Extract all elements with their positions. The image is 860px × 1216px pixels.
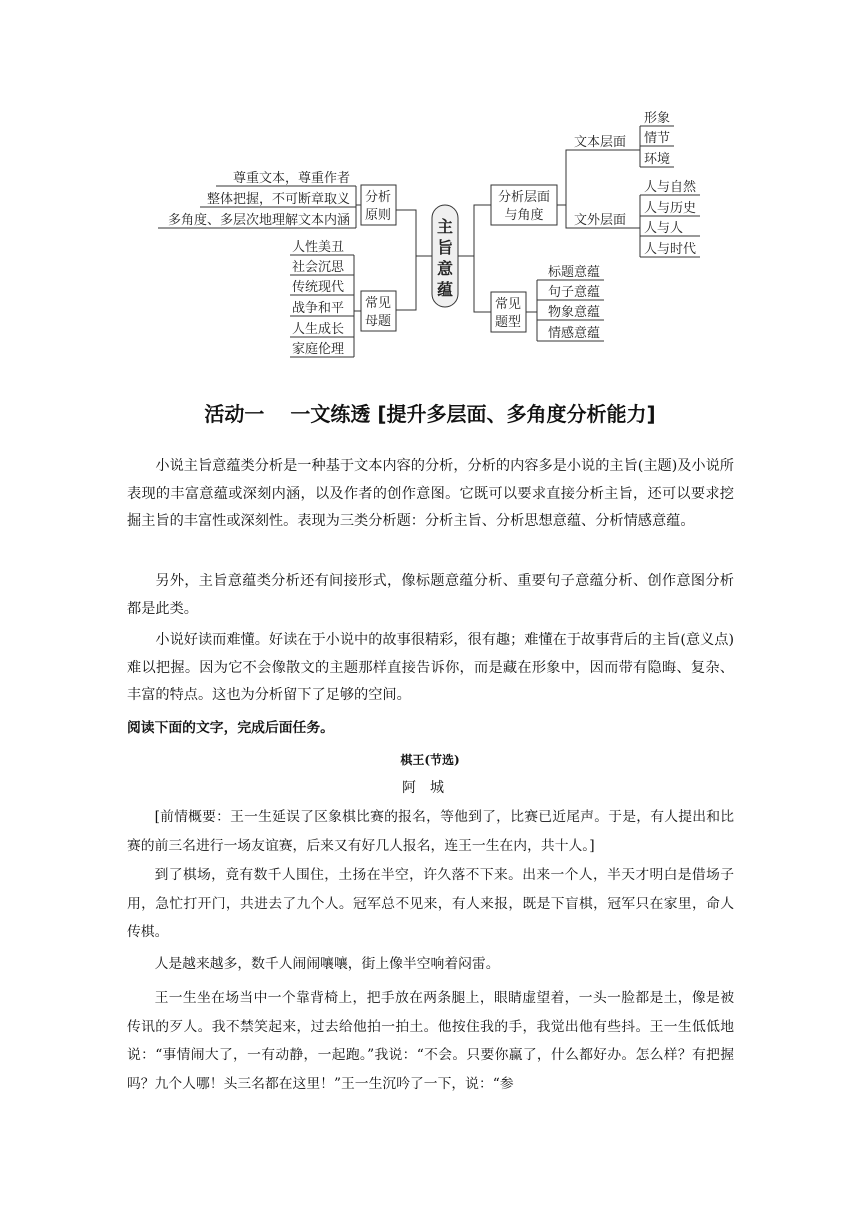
mind-map-center-char: 主 <box>436 217 454 236</box>
branch-item: 情节 <box>644 131 671 146</box>
sub-branch-label: 文外层面 <box>574 213 627 228</box>
instruction: 阅读下面的文字，完成后面任务。 <box>127 720 334 736</box>
story-paragraph: [前情概要：王一生延误了区象棋比赛的报名，等他到了，比赛已近尾声。于是，有人提出和比赛的前三名进行一场友谊赛，后来又有好几人报名，连王一生在内，共十人。] <box>127 809 734 854</box>
branch-item: 形象 <box>644 111 671 126</box>
mind-map-center-char: 意 <box>436 259 454 278</box>
branch-label: 分析层面 <box>497 190 551 205</box>
branch-item: 人性美丑 <box>292 240 345 255</box>
mind-map-center-char: 蕴 <box>436 280 454 299</box>
branch-label: 常见 <box>364 296 392 311</box>
branch-item: 人与自然 <box>644 180 697 195</box>
section-heading-text: 一文练透 [提升多层面、多角度分析能力] <box>290 402 656 426</box>
branch-item: 环境 <box>644 152 671 167</box>
branch-label: 与角度 <box>504 208 544 223</box>
story-title: 棋王(节选) <box>400 753 460 767</box>
branch-item: 战争和平 <box>292 301 345 316</box>
branch-item: 人与时代 <box>644 242 697 257</box>
branch-item: 家庭伦理 <box>292 342 345 357</box>
intro-paragraph: 小说好读而难懂。好读在于小说中的故事很精彩，很有趣；难懂在于故事背后的主旨(意义点)难以把握。因为它不会像散文的主题那样直接告诉你，而是藏在形象中，因而带有隐晦、复杂、丰富的特点。这也为分析留下了足够的空间。 <box>127 632 734 703</box>
branch-item: 传统现代 <box>292 280 345 295</box>
branch-item: 情感意蕴 <box>548 326 601 341</box>
section-heading <box>0 398 860 427</box>
branch-item: 标题意蕴 <box>548 265 601 280</box>
story-author: 阿城 <box>402 780 458 796</box>
branch-label: 题型 <box>494 315 522 330</box>
branch-item: 物象意蕴 <box>548 305 601 320</box>
branch-label: 常见 <box>494 297 522 312</box>
story-paragraph: 到了棋场，竟有数千人围住，土扬在半空，许久落不下来。出来一个人，半天才明白是借场子用，急忙打开门，共进去了九个人。冠军总不见来，有人来报，既是下盲棋，冠军只在家里，命人传棋。 <box>127 867 734 940</box>
branch-item: 多角度、多层次地理解文本内涵 <box>167 213 350 228</box>
branch-label: 分析 <box>364 190 392 205</box>
section-heading-label: 活动一 <box>204 402 265 426</box>
branch-item: 人生成长 <box>292 322 345 337</box>
story-paragraph: 人是越来越多，数千人闹闹嚷嚷，街上像半空响着闷雷。 <box>154 956 500 972</box>
branch-item: 句子意蕴 <box>548 285 601 300</box>
branch-item: 人与人 <box>644 221 684 236</box>
intro-paragraph: 小说主旨意蕴类分析是一种基于文本内容的分析，分析的内容多是小说的主旨(主题)及小说所表现的丰富意蕴或深刻内涵，以及作者的创作意图。它既可以要求直接分析主旨，还可以要求挖掘主旨的丰富性或深刻性。表现为三类分析题：分析主旨、分析思想意蕴、分析情感意蕴。 <box>127 458 734 529</box>
branch-item: 社会沉思 <box>292 260 345 275</box>
intro-paragraph: 另外，主旨意蕴类分析还有间接形式，像标题意蕴分析、重要句子意蕴分析、创作意图分析都是此类。 <box>127 573 734 617</box>
branch-label: 母题 <box>364 314 392 329</box>
branch-item: 尊重文本，尊重作者 <box>232 171 350 186</box>
mind-map-center-char: 旨 <box>436 238 454 257</box>
mind-map <box>0 0 860 370</box>
story-paragraph: 王一生坐在场当中一个靠背椅上，把手放在两条腿上，眼睛虚望着，一头一脸都是土，像是被传讯的歹人。我不禁笑起来，过去给他拍一拍土。他按住我的手，我觉出他有些抖。王一生低低地说：“事情闹大了，一有动静，一起跑。”我说：“不会。只要你赢了，什么都好办。怎么样？有把握吗？九个人哪！头三名都在这里！”王一生沉吟了一下，说：“参 <box>127 990 734 1092</box>
branch-item: 人与历史 <box>644 201 697 216</box>
branch-label: 原则 <box>364 208 392 223</box>
branch-item: 整体把握，不可断章取义 <box>206 192 350 207</box>
sub-branch-label: 文本层面 <box>574 135 627 150</box>
